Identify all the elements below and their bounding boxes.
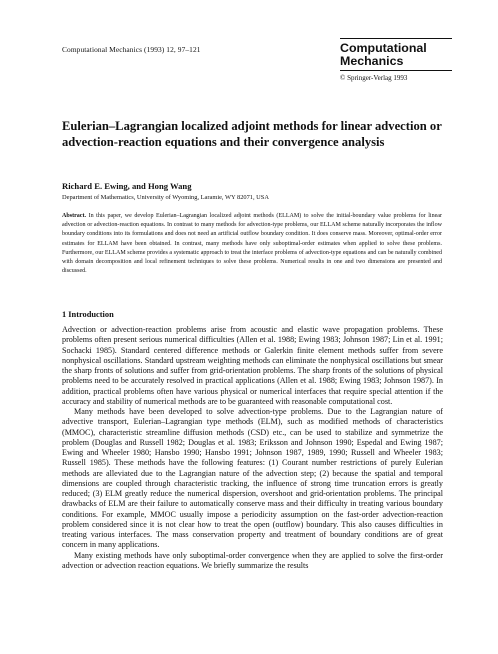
running-head: Computational Mechanics (1993) 12, 97–121 <box>62 45 201 54</box>
journal-logo-block <box>340 38 452 82</box>
section-heading-introduction: 1 Introduction <box>62 310 114 319</box>
author-affiliation: Department of Mathematics, University of Wyoming, Laramie, WY 82071, USA <box>62 194 269 201</box>
body-paragraph: Many methods have been developed to solve advection-type problems. Due to the Lagrangian nature of advective transport, Eulerian–Lagrangian type methods (ELM), such as modified methods of characteristics (MMOC), characteristic streamline diffusion methods (CSD) etc., can be used to stabilize and symmetrize the problem (Douglas and Russell 1982; Douglas et al. 1983; Eriksson and Johnson 1990; Espedal and Ewing 1987; Ewing and Wheeler 1980; Hansbo 1990; Hansbo 1991; Johnson 1987, 1989, 1990; Russell and Wheeler 1983; Russell 1985). These methods have the following features: (1) Courant number restrictions of purely Eulerian methods are alleviated due to the Lagrangian nature of the advection step; (2) because the spatial and temporal dimensions are coupled through characteristic tracking, the influence of strong time truncation errors is greatly reduced; (3) ELM greatly reduce the numerical dispersion, overshoot and grid-orientation problems. The principal drawbacks of ELM are their failure to automatically conserve mass and their difficulty in treating various boundary conditions. For example, MMOC usually impose a periodicity assumption on the fast-order advection-reaction problem considered since it is not clear how to treat the open (outflow) boundary. This also causes difficulties in treating various interfaces. The mass conservation property and treatment of boundary conditions are of great concern in many applications. <box>62 407 443 550</box>
body-paragraph: Many existing methods have only suboptimal-order convergence when they are applied to solve the first-order advection or advection reaction equations. We briefly summarize the results <box>62 550 443 570</box>
journal-title-line1: Computational <box>340 41 427 55</box>
journal-title-line2: Mechanics <box>340 53 404 68</box>
abstract-label: Abstract. <box>62 213 87 219</box>
body-paragraph: Advection or advection-reaction problems arise from acoustic and elastic wave propagation problems. These problems often present serious numerical difficulties (Allen et al. 1988; Ewing 1983; Johnson 1987; Lin et al. 1991; Sochacki 1985). Standard centered difference methods or Galerkin finite element methods suffer from severe nonphysical oscillations. Standard upstream weighting methods can eliminate the nonphysical oscillations but smear the sharp fronts of solutions and suffer from grid-orientation problems. The sharp fronts of the solutions of physical problems need to be accurately resolved in practical applications (Allen et al. 1988; Ewing 1983; Johnson 1987). In addition, practical problems often have various physical or numerical interfaces that require special attention if the accuracy and stability of numerical methods are to be guaranteed with reasonable computational cost. <box>62 325 443 406</box>
abstract <box>62 212 442 276</box>
abstract-text: In this paper, we develop Eulerian–Lagrangian localized adjoint methods (ELLAM) to solve the initial-boundary value problems for linear advection or advection-reaction equations. In contrast to many methods for advection-type problems, our ELLAM scheme naturally incorporates the inflow boundary conditions into its formulations and does not need an artificial outflow boundary condition. It does conserve mass. Moreover, optimal-order error estimates for ELLAM have been obtained. In contrast, many methods have only suboptimal-order estimates when applied to solve these problems. Furthermore, our ELLAM scheme provides a systematic approach to treat the interface problems of advection-type equations and can be naturally combined with domain decomposition and local refinement techniques to solve these problems. Numerical results in one and two dimensions are presented and discussed. <box>62 213 442 275</box>
author-list: Richard E. Ewing, and Hong Wang <box>62 181 192 191</box>
journal-bottom-rule <box>340 70 452 71</box>
introduction-body <box>62 325 443 571</box>
journal-top-rule <box>340 38 452 39</box>
paper-title: Eulerian–Lagrangian localized adjoint methods for linear advection or advection-reaction equations and their convergence analysis <box>62 119 442 149</box>
copyright-notice: © Springer-Verlag 1993 <box>340 74 408 83</box>
